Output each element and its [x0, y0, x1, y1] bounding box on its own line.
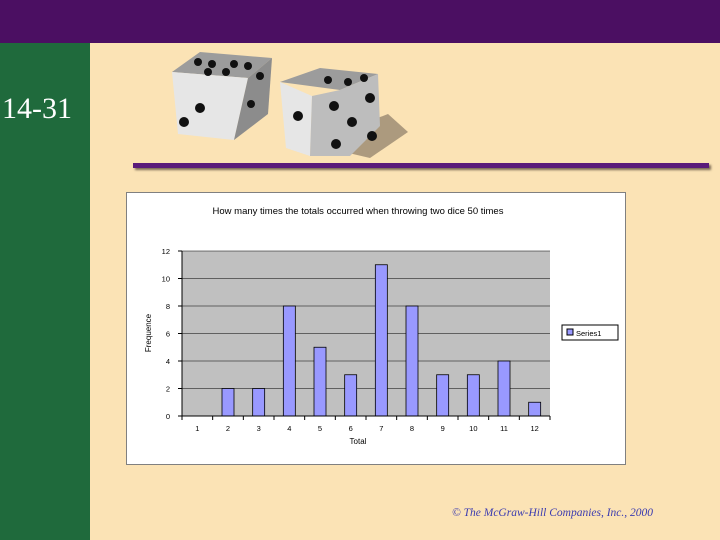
slide-number: 14-31: [2, 92, 72, 125]
legend: [562, 325, 618, 340]
x-tick-label: 8: [409, 424, 415, 433]
x-tick-label: 9: [440, 424, 445, 433]
bar-5: [314, 347, 326, 416]
bar-12: [529, 402, 541, 416]
y-tick-label: 6: [165, 329, 170, 339]
y-tick-label: 8: [165, 302, 170, 311]
y-axis-label: Frequence: [144, 313, 153, 353]
bar-8: [406, 306, 418, 416]
y-tick-label: 10: [161, 274, 170, 284]
bar-3: [253, 389, 265, 417]
x-tick-label: 1: [195, 424, 200, 433]
y-tick-label: 0: [165, 412, 170, 421]
x-tick-label: 11: [500, 424, 508, 433]
y-tick-label: 2: [165, 384, 170, 394]
top-banner: [0, 0, 720, 43]
bar-2: [222, 389, 234, 417]
bar-9: [437, 375, 449, 416]
bar-10: [467, 375, 479, 416]
x-tick-label: 6: [348, 424, 353, 433]
bar-chart: [127, 193, 625, 464]
x-tick-label: 7: [379, 424, 384, 433]
chart-frame: [126, 192, 626, 465]
x-axis-label: Total: [349, 437, 367, 446]
y-tick-label: 12: [161, 247, 170, 256]
x-tick-label: 12: [530, 424, 539, 433]
bar-7: [375, 265, 387, 416]
x-tick-label: 5: [317, 424, 323, 433]
legend-swatch: [567, 329, 573, 335]
dice-illustration: [150, 44, 420, 164]
x-tick-label: 2: [225, 424, 231, 433]
bar-6: [345, 375, 357, 416]
copyright-notice: © The McGraw-Hill Companies, Inc., 2000: [452, 507, 654, 519]
bar-11: [498, 361, 510, 416]
x-tick-label: 4: [287, 424, 292, 433]
bar-4: [283, 306, 295, 416]
x-tick-label: 10: [469, 424, 478, 433]
x-tick-label: 3: [256, 424, 261, 433]
legend-series1-label: Series1: [576, 329, 602, 338]
y-tick-label: 4: [165, 357, 170, 366]
title-divider: [133, 163, 709, 168]
chart-title: How many times the totals occurred when throwing two dice 50 times: [212, 206, 504, 217]
